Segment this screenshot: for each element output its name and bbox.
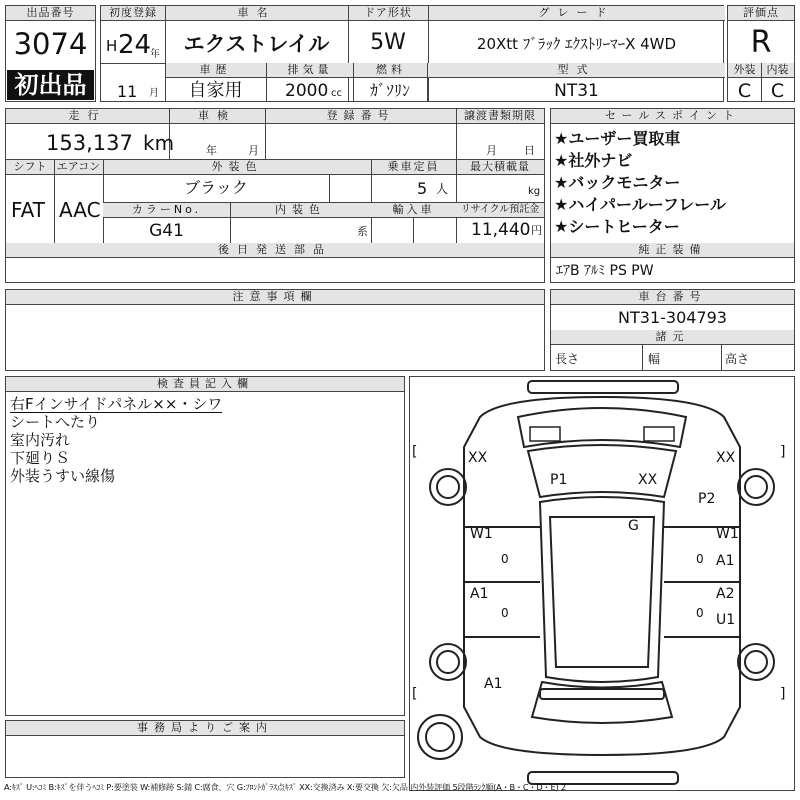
sales-point-item: ★ハイパールーフレール: [554, 195, 726, 214]
damage-mark: XX: [638, 472, 658, 488]
inspector-line: 外装うすい線傷: [10, 467, 116, 485]
model-value: NT31: [554, 81, 599, 101]
damage-mark: A2: [716, 586, 735, 602]
transfer-header: 譲渡書類期限: [456, 109, 544, 124]
displacement-header: 排気量: [266, 63, 354, 78]
displacement-value: 2000: [285, 81, 329, 101]
reg-year-unit: 年: [150, 49, 160, 60]
color-no-header: カラーNo.: [103, 203, 230, 218]
damage-mark: A1: [484, 676, 503, 692]
capacity-unit: 人: [436, 182, 449, 196]
ext-score: C: [737, 80, 752, 102]
transfer-day-unit: 日: [524, 144, 535, 157]
reg-header: 初度登録: [101, 6, 165, 21]
fuel-header: 燃料: [354, 63, 428, 78]
history-value: 自家用: [188, 80, 243, 101]
damage-mark: G: [628, 518, 639, 534]
load-unit: kg: [528, 186, 541, 197]
dimension-height-label: 高さ: [725, 352, 750, 366]
vehicle-detail-table: [5, 108, 545, 283]
damage-mark: A1: [470, 586, 489, 602]
dimension-length-label: 長さ: [555, 352, 580, 366]
displacement-unit: cc: [331, 88, 342, 99]
notes-box: [5, 289, 545, 371]
reg-month-unit: 月: [149, 88, 159, 99]
inspector-box: [5, 376, 405, 716]
door-value: 5W: [370, 30, 406, 55]
sales-points-box: [550, 108, 795, 283]
damage-mark: A1: [716, 553, 735, 569]
first-listing-badge: 初出品: [7, 70, 94, 100]
door-header: ドア形状: [348, 6, 428, 21]
damage-mark: 0: [501, 606, 509, 620]
damage-mark: P1: [550, 472, 568, 488]
recycle-header: リサイクル預託金: [456, 203, 544, 218]
load-header: 最大積載量: [456, 160, 544, 175]
bracket: ]: [780, 686, 786, 702]
car-outline: [410, 377, 794, 790]
inspector-line: シートへたり: [10, 413, 101, 431]
interior-color-header: 内装色: [230, 203, 371, 218]
chassis-value: NT31-304793: [618, 308, 727, 327]
reg-month: 11: [117, 82, 138, 101]
inspection-header: 車検: [169, 109, 265, 124]
sales-points-header: セールスポイント: [551, 109, 794, 124]
capacity-header: 乗車定員: [371, 160, 456, 175]
later-parts-header: 後日発送部品: [6, 243, 544, 258]
damage-mark: XX: [468, 450, 488, 466]
import-header: 輸入車: [371, 203, 456, 218]
score-value: R: [750, 25, 772, 60]
inspector-header: 検査員記入欄: [6, 377, 404, 392]
office-box: [5, 720, 405, 778]
int-header: 内装: [761, 63, 794, 78]
damage-mark: 0: [501, 552, 509, 566]
bracket: ]: [780, 444, 786, 460]
damage-diagram: [409, 376, 795, 791]
inspector-line: 下廻りＳ: [10, 449, 71, 467]
exterior-color-value: ブラック: [184, 178, 248, 197]
inspection-year-unit: 年: [206, 144, 217, 157]
mileage-value: 153,137: [46, 131, 133, 155]
recycle-value: 11,440: [471, 220, 531, 240]
bracket: [: [412, 686, 418, 702]
reg-year: 24: [118, 30, 152, 60]
score-header: 評価点: [728, 6, 794, 21]
dimension-width-label: 幅: [648, 352, 661, 366]
grade-value: 20Xtt ﾌﾞﾗｯｸ ｴｸｽﾄﾘｰﾏｰX 4WD: [476, 35, 677, 53]
chassis-box: [550, 289, 795, 371]
inspection-month-unit: 月: [248, 144, 259, 157]
equipment-value: ｴｱB ｱﾙﾐ PS PW: [556, 263, 654, 279]
bracket: [: [412, 444, 418, 460]
mileage-unit: km: [143, 131, 175, 155]
damage-mark: 0: [696, 552, 704, 566]
equipment-header: 純正装備: [551, 243, 794, 258]
aircon-header: エアコン: [54, 160, 103, 175]
score-box: [727, 5, 795, 102]
damage-mark: XX: [716, 450, 736, 466]
main-info-table: [100, 5, 724, 102]
inspector-line: 室内汚れ: [10, 431, 71, 449]
notes-header: 注意事項欄: [6, 290, 544, 305]
model-header: 型式: [428, 63, 725, 78]
damage-mark: W1: [716, 526, 739, 542]
shift-value: FAT: [11, 198, 46, 222]
recycle-unit: 円: [531, 224, 542, 237]
plate-header: 登録番号: [265, 109, 456, 124]
chassis-header: 車台番号: [551, 290, 794, 305]
sales-point-item: ★シートヒーター: [554, 217, 680, 236]
office-header: 事務局よりご案内: [6, 721, 404, 736]
sales-point-item: ★ユーザー買取車: [554, 129, 681, 148]
history-header: 車歴: [165, 63, 266, 78]
transfer-month-unit: 月: [486, 144, 497, 157]
mileage-header: 走行: [6, 109, 169, 124]
damage-mark: U1: [716, 612, 736, 628]
interior-color-unit: 系: [357, 225, 368, 238]
lot-header: 出品番号: [6, 6, 95, 21]
int-score: C: [770, 80, 785, 102]
shift-header: シフト: [6, 160, 54, 175]
damage-mark: W1: [470, 526, 493, 542]
ext-header: 外装: [728, 63, 761, 78]
car-name-header: 車名: [165, 6, 348, 21]
lot-box: [5, 5, 96, 102]
sales-point-item: ★バックモニター: [554, 173, 681, 192]
damage-mark: P2: [698, 491, 716, 507]
fuel-value: ｶﾞｿﾘﾝ: [369, 81, 410, 100]
sales-point-item: ★社外ナビ: [554, 151, 633, 170]
damage-mark: 0: [696, 606, 704, 620]
car-name-value: エクストレイル: [183, 32, 330, 56]
reg-era: H: [106, 37, 118, 55]
color-no-value: G41: [149, 221, 184, 241]
dimensions-header: 諸元: [551, 330, 794, 345]
lot-number: 3074: [13, 27, 88, 61]
grade-header: グレード: [428, 6, 725, 21]
aircon-value: AAC: [59, 198, 101, 222]
inspector-line: 右Fインサイドパネル××・シワ: [10, 395, 223, 413]
capacity-value: 5: [417, 179, 428, 198]
legend-footer: A:ｷｽﾞ U:ﾍｺﾐ B:ｷｽﾞを伴うﾍｺﾐ P:要塗装 W:補修跡 S:錆 C:腐食、穴 G:ﾌﾛﾝﾄｶﾞﾗｽ点ｷｽﾞ XX:交換済み X:要交換 欠:欠品 内外装評価 5段階ﾗﾝｸ順(A・B・C・D・E) 2: [4, 782, 566, 792]
exterior-color-header: 外装色: [103, 160, 371, 175]
